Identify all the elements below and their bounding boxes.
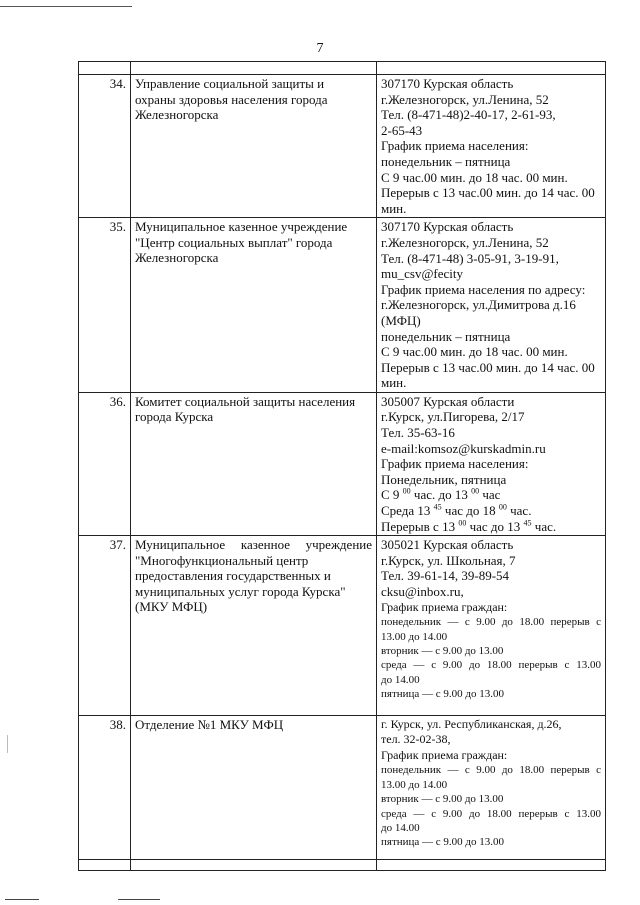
margin-mark (7, 735, 8, 753)
table-row-blank-top (79, 62, 606, 75)
row-number: 38. (79, 715, 131, 859)
table-row (79, 218, 606, 393)
email-link[interactable]: cksu@inbox.ru, (381, 584, 464, 599)
organization-name: Управление социальной защиты и охраны здоровья населения города Железногорска (131, 75, 377, 218)
contact-details: г. Курск, ул. Республиканская, д.26, тел. 32-02-38, График приема граждан: понедельник — с 9.00 до 18.00 перерыв с 13.00 до 14.00 вторник — с 9.00 до 13.00 среда — с 9.00 до 18.00 перерыв с 13.00 до 14.00 пятница — с 9.00 до 13.00 (377, 715, 606, 859)
table-row-blank-bottom (79, 859, 606, 870)
schedule-line: Среда 13 $^{45}$ час до 18 $^{00}$ час. (381, 502, 532, 519)
row-number: 37. (79, 536, 131, 715)
directory-table (78, 61, 606, 871)
organization-name: Муниципальное казенное учреждение "Центр социальных выплат" города Железногорска (131, 218, 377, 393)
contact-details: 305021 Курская область г.Курск, ул. Школьная, 7 Тел. 39-61-14, 39-89-54 cksu@inbox.ru, График приема граждан: понедельник — с 9.00 до 18.00 перерыв с 13.00 до 14.00 вторник — с 9.00 до 13.00 среда — с 9.00 до 18.00 перерыв с 13.00 до 14.00 пятница — с 9.00 до 13.00 (377, 536, 606, 715)
table-row (79, 536, 606, 715)
footer-rule-right (118, 899, 160, 900)
contact-details: 305007 Курская области г.Курск, ул.Пигорева, 2/17 Тел. 35-63-16 e-mail:komsoz@kurskadmin.ru График приема населения: Понедельник, пятница С 9 $^{00}$ час. до 13 $^{00}$ час Среда 13 $^{45}$ час до 18 $^{00}$ час. Перерыв с 13 $^{00}$ час до 13 $^{45}$ час. (377, 392, 606, 535)
email-link[interactable]: mu_csv@fecity (381, 266, 464, 282)
page-number: 7 (316, 41, 324, 56)
schedule-line: Перерыв с 13 $^{00}$ час до 13 $^{45}$ час. (381, 518, 557, 534)
top-rule (0, 6, 132, 7)
organization-name: Отделение №1 МКУ МФЦ (131, 715, 377, 859)
table-row (79, 715, 606, 859)
organization-name: Комитет социальной защиты населения города Курска (131, 392, 377, 535)
row-number: 34. (79, 75, 131, 218)
organization-name: Муниципальное казенное учреждение "Многофункциональный центр предоставления государственных и муниципальных услуг города Курска" (МКУ МФЦ) (131, 536, 377, 715)
email-link[interactable]: e-mail:komsoz@kurskadmin.ru (381, 440, 546, 456)
row-number: 36. (79, 392, 131, 535)
table-row (79, 392, 606, 535)
contact-details: 307170 Курская область г.Железногорск, ул.Ленина, 52 Тел. (8-471-48) 3-05-91, 3-19-91, mu_csv@fecity График приема населения по адресу: г.Железногорск, ул.Димитрова д.16 (МФЦ) понедельник – пятница С 9 час.00 мин. до 18 час. 00 мин. Перерыв с 13 час.00 мин. до 14 час. 00 мин. (377, 218, 606, 393)
contact-details: 307170 Курская область г.Железногорск, ул.Ленина, 52 Тел. (8-471-48)2-40-17, 2-61-93, 2-65-43 График приема населения: понедельник – пятница С 9 час.00 мин. до 18 час. 00 мин. Перерыв с 13 час.00 мин. до 14 час. 00 мин. (377, 75, 606, 218)
row-number: 35. (79, 218, 131, 393)
footer-rule-left (5, 899, 39, 900)
schedule-line: С 9 $^{00}$ час. до 13 $^{00}$ час (381, 487, 501, 503)
table-row (79, 75, 606, 218)
